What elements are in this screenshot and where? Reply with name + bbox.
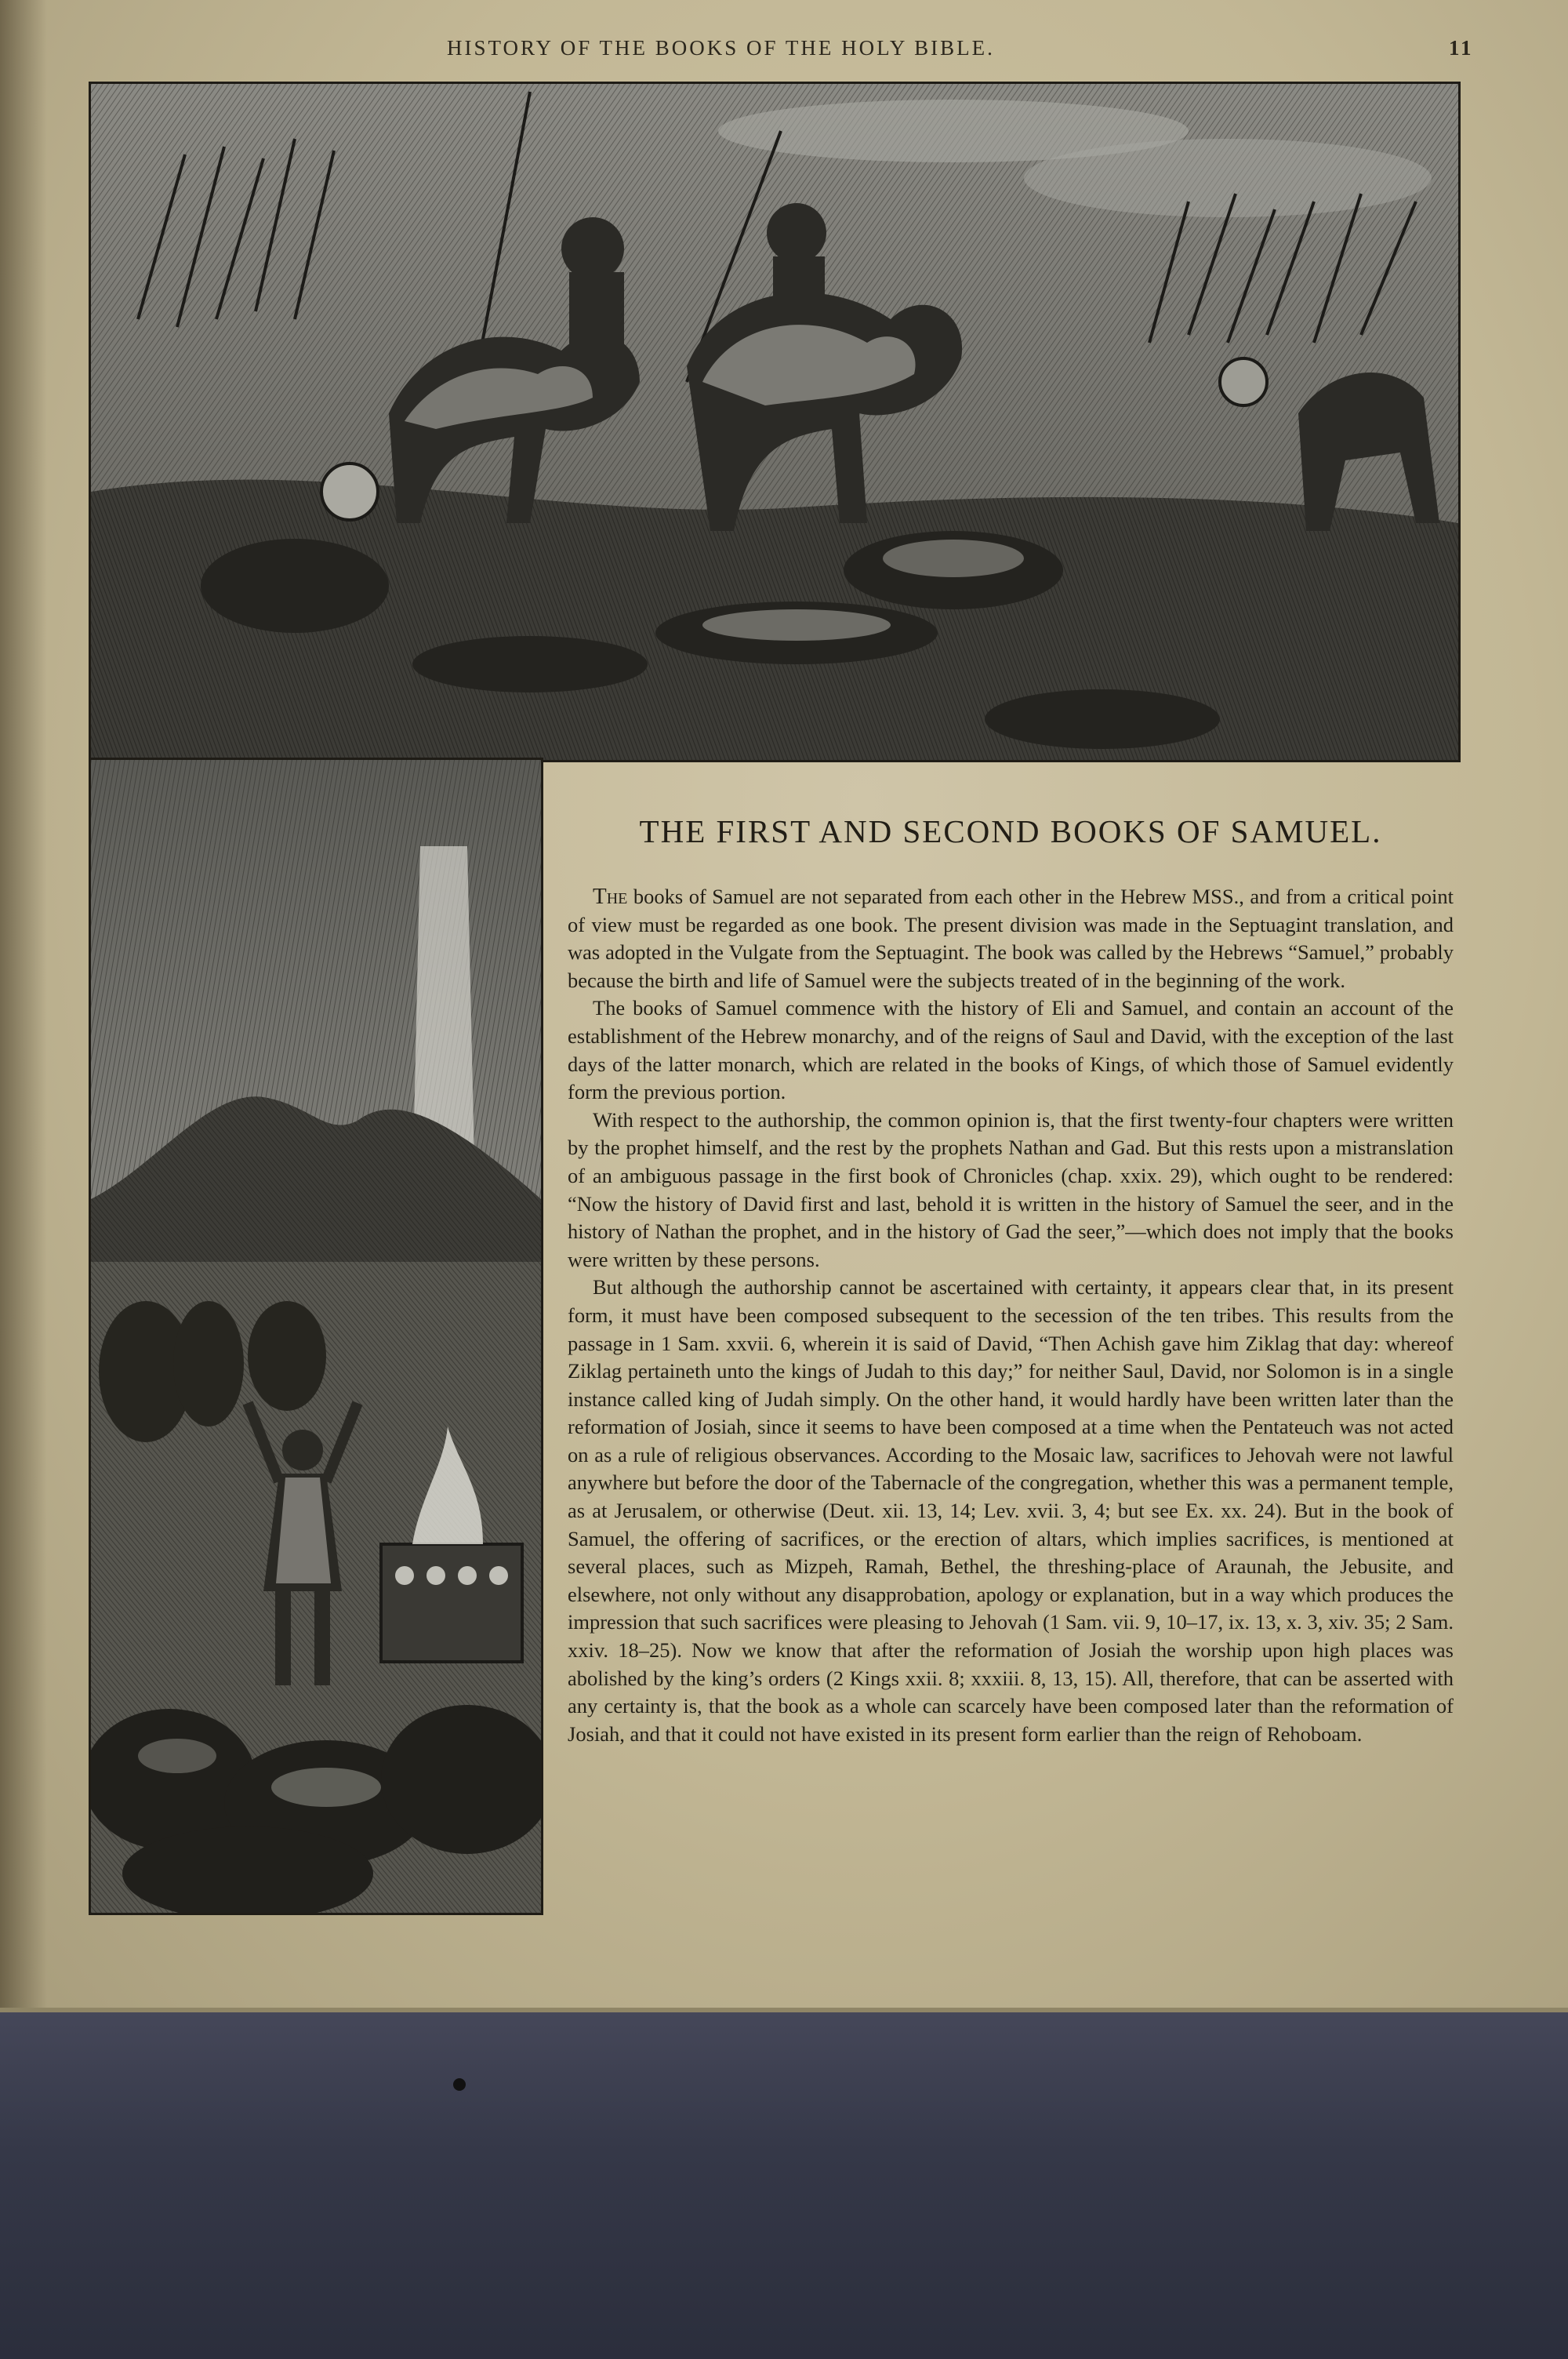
page-number: 11 bbox=[1449, 36, 1474, 60]
altar-sacrifice-engraving-icon bbox=[89, 758, 543, 1915]
paragraph-1-text: books of Samuel are not separated from each other in the Hebrew MSS., and from a critical point of view must be regarded as one book. The present division was made in the Septuagint translation, and was adopted in the Vulgate from the Septuagint. The book was called by the Hebrews “Samuel,” probably because the birth and life of Samuel were the subjects treated of in the beginning of the work. bbox=[568, 885, 1454, 992]
paragraph-1 bbox=[568, 883, 1454, 994]
battle-engraving-svg bbox=[91, 84, 1458, 760]
article bbox=[568, 812, 1454, 1934]
paragraph-3: With respect to the authorship, the common opinion is, that the first twenty-four chapters were written by the prophet himself, and the rest by the prophets Nathan and Gad. But this rests upon a mistranslation of an ambiguous passage in the first book of Chronicles (chap. xxix. 29), which ought to be rendered: “Now the history of David first and last, behold it is written in the history of Samuel the seer, and in the history of Nathan the prophet, and in the history of Gad the seer,”—which does not imply that the books were written by these persons. bbox=[568, 1107, 1454, 1271]
running-head-title: HISTORY OF THE BOOKS OF THE HOLY BIBLE. bbox=[447, 36, 995, 60]
altar-engraving-svg bbox=[91, 760, 541, 1913]
desk-surface bbox=[0, 2012, 1568, 2359]
drop-word: The bbox=[593, 884, 628, 909]
dust-speck bbox=[453, 2078, 466, 2091]
paragraph-4: But although the authorship cannot be ascertained with certainty, it appears clear that, in its present form, it must have been composed subsequent to the secession of the ten tribes. This results from the passage in 1 Sam. xxvii. 6, wherein it is said of David, “Then Achish gave him Ziklag that day: whereof Ziklag pertaineth unto the kings of Judah to this day;” for neither Saul, David, nor Solomon is in a single instance called king of Judah simply. On the other hand, it would hardly have been written later than the reformation of Josiah, since it seems to have been composed at a time when the Pentateuch was not acted on as a rule of religious observances. According to the Mosaic law, sacrifices to Jehovah were not lawful anywhere but before the door of the Tabernacle of the congregation, whether this was a permanent temple, as at Jerusalem, or otherwise (Deut. xii. 13, 14; Lev. xvii. 3, 4; but see Ex. xx. 24). But in the book of Samuel, the offering of sacrifices, or the erection of altars, which implies sacrifices, is mentioned at several places, such as Mizpeh, Ramah, Bethel, the threshing-place of Araunah, the Jebusite, and elsewhere, not only without any disapprobation, apology or explanation, but in a way which produces the impression that such sacrifices were pleasing to Jehovah (1 Sam. vii. 9, 10–17, ix. 13, x. 3, xiv. 35; 2 Sam. xxiv. 18–25). Now we know that after the reformation of Josiah the worship upon high places was abolished by the king’s orders (2 Kings xxii. 8; xxxiii. 8, 13, 15). All, therefore, that can be asserted with any certainty is, that the book as a whole can scarcely have been composed later than the reformation of Josiah, and that it could not have existed in its present form earlier than the reign of Rehoboam. bbox=[568, 1275, 1454, 1746]
chapter-title: THE FIRST AND SECOND BOOKS OF SAMUEL. bbox=[639, 813, 1382, 849]
battle-engraving-icon bbox=[89, 82, 1461, 762]
paragraph-2: The books of Samuel commence with the history of Eli and Samuel, and contain an account of the establishment of the Hebrew monarchy, and of the reigns of Saul and David, with the exception of the last days of the latter monarch, which are related in the books of Kings, of which those of Samuel evidently form the previous portion. bbox=[568, 996, 1454, 1104]
